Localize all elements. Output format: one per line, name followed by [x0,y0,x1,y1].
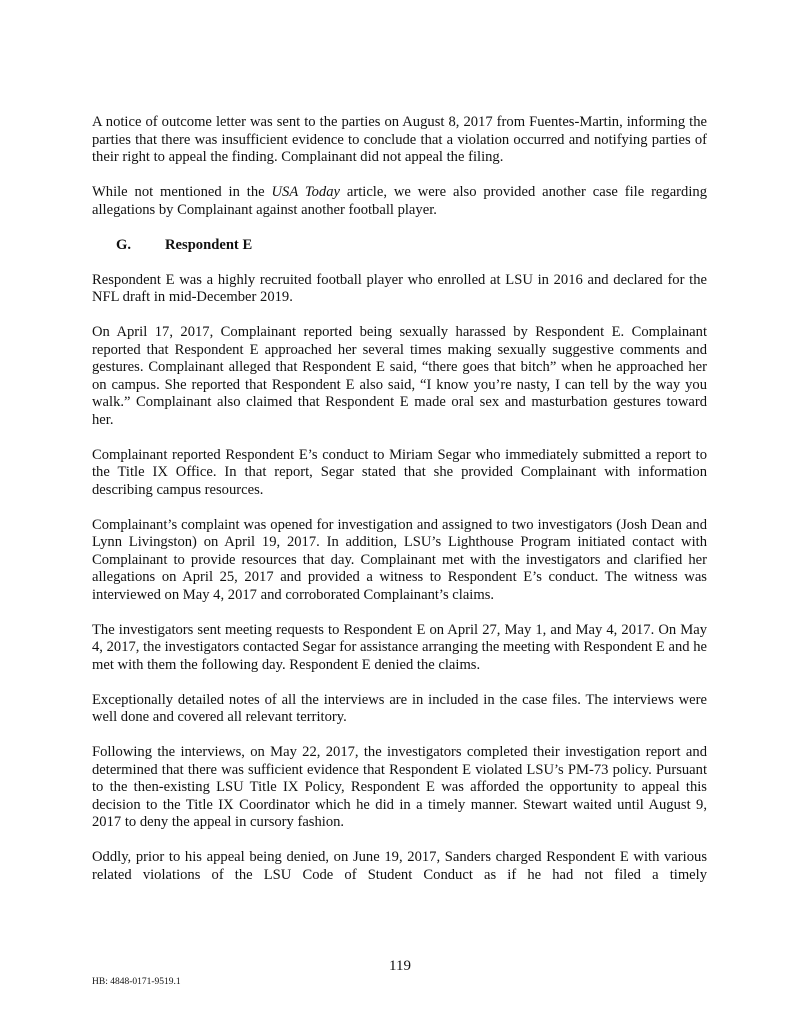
paragraph [92,184,707,219]
section-heading [92,237,707,255]
document-id: HB: 4848-0171-9519.1 [92,977,181,987]
paragraph: On April 17, 2017, Complainant reported being sexually harassed by Respondent E. Complainant reported that Respondent E approached her several times making sexually suggestive comments and gestures. Complainant alleged that Respondent E said, “there goes that bitch” when he approached her on campus. She reported that Respondent E also said, “I know you’re nasty, I can tell by the way you walk.” Complainant also claimed that Respondent E made oral sex and masturbation gestures toward her. [92,324,707,428]
section-number: G. [116,236,131,253]
paragraph: The investigators sent meeting requests to Respondent E on April 27, May 1, and May 4, 2017. On May 4, 2017, the investigators contacted Segar for assistance arranging the meeting with Respondent E and he met with them the following day. Respondent E denied the claims. [92,621,707,673]
paragraph: A notice of outcome letter was sent to the parties on August 8, 2017 from Fuentes-Martin, informing the parties that there was insufficient evidence to conclude that a violation occurred and notifying parties of their right to appeal the finding. Complainant did not appeal the filing. [92,114,707,165]
publication-title: USA Today [271,184,340,200]
paragraph: Complainant reported Respondent E’s conduct to Miriam Segar who immediately submitted a report to the Title IX Office. In that report, Segar stated that she provided Complainant with information describing campus resources. [92,446,707,498]
section-title: Respondent E [165,236,253,253]
page-number: 119 [389,958,411,974]
paragraph: Following the interviews, on May 22, 2017, the investigators completed their investigation report and determined that there was sufficient evidence that Respondent E violated LSU’s PM-73 policy. Pursuant to the then-existing LSU Title IX Policy, Respondent E was afforded the opportunity to appeal this decision to the Title IX Coordinator which he did in a timely manner. Stewart waited until August 9, 2017 to deny the appeal in cursory fashion. [92,744,707,830]
document-body [92,114,707,902]
paragraph: Oddly, prior to his appeal being denied, on June 19, 2017, Sanders charged Respondent E with various related violations of the LSU Code of Student Conduct as if he had not filed a timely [92,849,707,883]
paragraph: Exceptionally detailed notes of all the interviews are in included in the case files. The interviews were well done and covered all relevant territory. [92,691,707,725]
paragraph-text: article, we were also provided another case file regarding allegations by Complainant against another football player. [92,184,707,218]
paragraph-text: While not mentioned in the [92,184,272,200]
paragraph: Complainant’s complaint was opened for investigation and assigned to two investigators (Josh Dean and Lynn Livingston) on April 19, 2017. In addition, LSU’s Lighthouse Program initiated contact with Complainant to provide resources that day. Complainant met with the investigators and clarified her allegations on April 25, 2017 and provided a witness to Respondent E’s conduct. The witness was interviewed on May 4, 2017 and corroborated Complainant’s claims. [92,516,707,603]
paragraph: Respondent E was a highly recruited football player who enrolled at LSU in 2016 and declared for the NFL draft in mid-December 2019. [92,271,707,305]
